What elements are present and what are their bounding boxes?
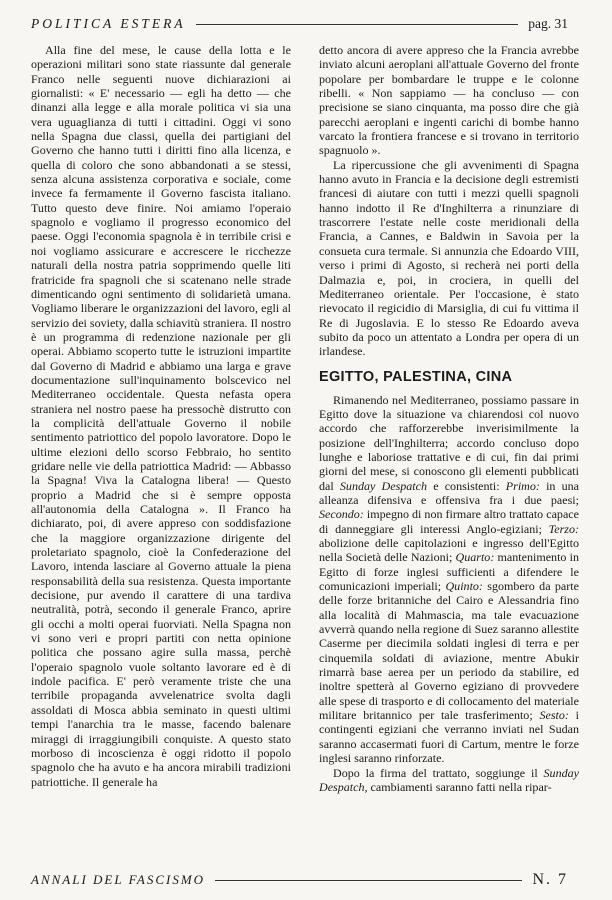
journal-title: ANNALI DEL FASCISMO [31, 872, 206, 887]
left-column [31, 43, 291, 861]
right-column [319, 43, 579, 861]
page-number: pag. 31 [528, 16, 568, 31]
section-title: POLITICA ESTERA [31, 16, 186, 31]
section-heading: EGITTO, PALESTINA, CINA [319, 368, 513, 385]
paragraph: La ripercussione che gli avvenimenti di Spagna hanno avuto in Francia e la decisione degli estremisti francesi di aiutare con tutti i mezzi quelli spagnoli hanno indotto il Re d'Inghilterra a rinunziare di trascorrere l'estate nelle coste meridionali della Francia, a Cannes, e Baldwin in Savoia per la consueta cura termale. Si annunzia che Edoardo VIII, verso i primi di Agosto, si recherà nei porti della Dalmazia e, poi, in crociera, in quelli del Mediterraneo orientale. Per l'occasione, è stato rievocato il regicidio di Marsiglia, di cui fu vittima il Re di Jugoslavia. E lo stesso Re Edoardo aveva subito da poco un attentato a Londra per opera di un irlandese. [319, 157, 579, 359]
paragraph: Alla fine del mese, le cause della lotta e le operazioni militari sono state riassunte dal generale Franco nelle seguenti nuove dichiarazioni ai giornalisti: « E' necessario — egli ha detto — che dinanzi alla legge e alla morale politica vi sia una vera uguaglianza di tutti i cittadini. Oggi vi sono nella Spagna due classi, quella dei partigiani del Governo che hanno tutti i diritti fino alla licenza, e quella di coloro che sono abbandonati a se stessi, senza alcuna assistenza corporativa e sociale, come invece fa fermamente il Governo fascista italiano. Tutto questo deve finire. Noi amiamo l'operaio spagnolo e vogliamo il progresso economico del paese. Oggi l'economia spagnola è in terribile crisi e noi vogliamo assicurare e accrescere le ricchezze naturali della nostra patria sopprimendo quelle liti fratricide fra spagnoli che si scatenano nelle strade dimenticando ogni sentimento di solidarietà umana. Vogliamo liberare le organizzazioni del lavoro, egli al servizio dei soviety, dalla schiavitù straniera. Il nostro è un programma di redenzione nazionale per gli operai. Abbiamo scoperto tutte le istruzioni impartite dal Governo di Madrid e abbiamo una larga e grave documentazione sull'inquinamento bolscevico nel Mediterraneo occidentale. Questa nefasta opera straniera nel nostro paese ha pressochè distrutto con la complicità dell'attuale Governo il nobile sentimento patriottico del popolo lavoratore. Dopo le ultime elezioni dello scorso Febbraio, ho sentito gridare nelle vie della patriottica Madrid: — Abbasso la Spagna! Viva la Catalogna libera! — Questo proprio a Madrid che si è sempre opposta all'autonomia della Catalogna ». Il Franco ha dichiarato, poi, di avere appreso con soddisfazione che la maggiore organizzazione dirigente del proletariato spagnolo, cioè la Confederazione del Lavoro, intenda lasciare al Governo attuale la piena responsabilità della sua resistenza. Questa importante decisione, pur avendo il carattere di una tardiva neutralità, potrà, secondo il generale Franco, aprire gli occhi a molti operai fuorviati. Nella Spagna non vi sono veri e propri partiti con netta opinione politica che possano agire sulla massa, perchè l'operaio spagnolo vuole soltanto lavorare ed è di indole pacifica. E' però veramente triste che una terribile propaganda avvelenatrice svolta dagli assoldati di Mosca abbia seminato in questi ultimi tempi l'anarchia tra le masse, facendo balenare miraggi di irraggiungibili conquiste. A questo stato morboso di incoscienza è oggi ridotto il popolo spagnolo che ha avuto e ha ancora mirabili tradizioni patriottiche. Il generale ha [31, 43, 291, 789]
paragraph: Dopo la firma del trattato, soggiunge il Sunday Despatch, cambiamenti saranno fatti nella ripar- [319, 765, 579, 794]
running-head [31, 15, 568, 33]
source-citation: Sunday Despatch, [319, 765, 579, 794]
article-columns [31, 43, 579, 861]
footer-rule [215, 880, 522, 881]
paragraph: detto ancora di avere appreso che la Francia avrebbe inviato alcuni aeroplani all'attuale Governo del fronte popolare per bombardare le truppe e le colonne ribelli. « Non sappiamo — ha concluso — con precisione se siano cinquanta, ma posso dire che già parecchi aeroplani e ingenti carichi di bombe hanno varcato la frontiera francese e si trovano in territorio spagnuolo ». [319, 43, 579, 158]
header-rule [196, 24, 519, 25]
source-citation: Sunday Despatch [339, 478, 428, 493]
running-footer [31, 871, 568, 889]
issue-number: N. 7 [532, 871, 568, 888]
paragraph: Rimanendo nel Mediterraneo, possiamo passare in Egitto dove la situazione va chiarendosi col nuovo accordo che rafforzerebbe inverisimilmente la posizione dell'Inghilterra; accordo concluso dopo lunghe e laboriose trattative e di cui, fin dai primi giorni del mese, si conoscono gli elementi pubblicati dal Sunday Despatch e consistenti: Primo: in una alleanza difensiva e offensiva fra i due paesi; Secondo: impegno di non firmare altro trattato capace di danneggiare gli interessi Anglo-egiziani; Terzo: abolizione delle capitolazioni e ingresso dell'Egitto nella Società delle Nazioni; Quarto: mantenimento in Egitto di forze inglesi sufficienti a difendere le comunicazioni imperiali; Quinto: sgombero da parte delle forze britanniche del Cairo e Alessandria fino alla località di Mahmascia, ma tale evacuazione avverrà quando nella regione di Suez saranno allestite Caserme per diecimila soldati inglesi di terra e per cinquemila soldati di aviazione, mentre Abukir rimarrà base aerea per un periodo da stabilire, ed inoltre spetterà al Governo egiziano di provvedere alle spese di trasporto e di collocamento del materiale militare britannico per tale trasferimento; Sesto: i contingenti egiziani che verranno inviati nel Sudan saranno accasermati fuori di Cartum, mentre le forze inglesi saranno rinforzate. [319, 392, 580, 766]
